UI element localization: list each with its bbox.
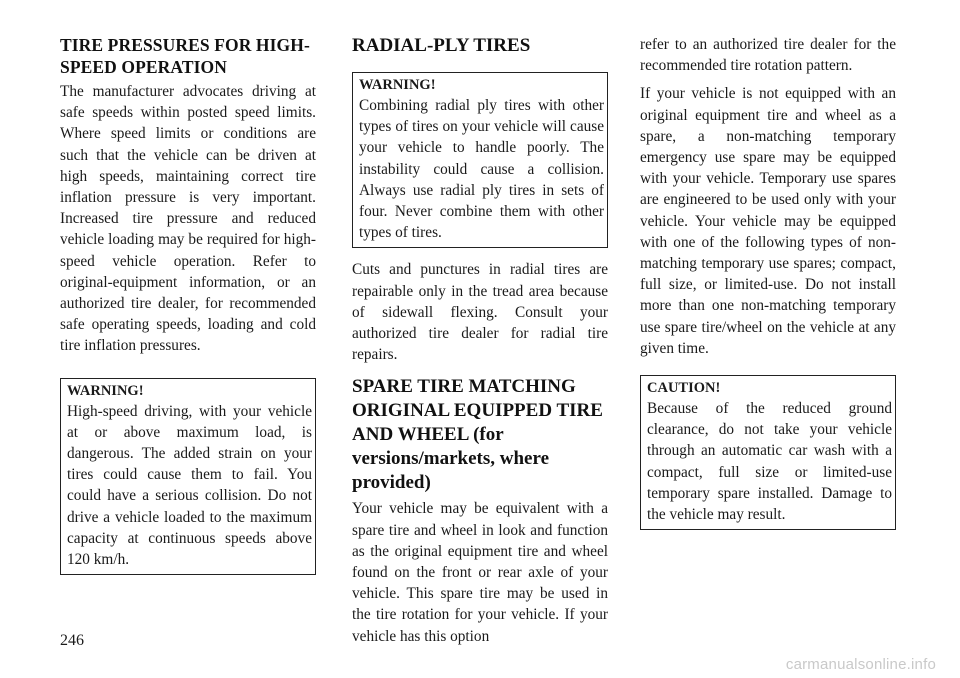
watermark: carmanualsonline.info [785, 656, 936, 673]
warning-box-radial-ply [352, 72, 608, 248]
page-number: 246 [60, 632, 84, 649]
section-heading-radial-ply: RADIAL-PLY TIRES [352, 35, 531, 56]
caution-box [640, 375, 896, 530]
warning-title: WARNING! [359, 77, 436, 93]
warning-box-high-speed [60, 378, 316, 576]
warning-title: WARNING! [67, 382, 144, 399]
caution-title: CAUTION! [647, 380, 721, 397]
warning-text: High-speed driving, with your vehicle at or above maximum load, is dangerous. The added strain on your tires could cause them to fail. You could have a serious collision. Do not drive a vehicle loaded to the maximum capacity at continuous speeds above 120 km/h. [67, 402, 312, 569]
caution-text: Because of the reduced ground clearance, do not take your vehicle through an automatic car wash with a compact, full size or limited-use temporary spare installed. Damage to the vehicle may result. [647, 400, 892, 524]
column-1 [60, 34, 316, 575]
temporary-spare-paragraph: If your vehicle is not equipped with an original equipment tire and wheel as a spare, a non-matching temporary emergency use spare may be equipped with your vehicle. Temporary use spares are engineered to be used only with your vehicle. Your vehicle may be equipped with one of the following types of non-matching temporary use spares; compact, full size, or limited-use. Do not install more than one non-matching temporary use spare tire/wheel on the vehicle at any given time. [640, 85, 896, 357]
column-2 [352, 34, 608, 647]
rotation-paragraph: refer to an authorized tire dealer for the recommended tire rotation pattern. [640, 36, 896, 75]
section-heading-high-speed: TIRE PRESSURES FOR HIGH-SPEED OPERATION [60, 35, 310, 77]
warning-text: Combining radial ply tires with other types of tires on your vehicle will cause your vehicle to handle poorly. The instability could cause a collision. Always use radial ply tires in sets of four. Never combine them with other types of tires. [359, 97, 604, 242]
spare-tire-paragraph: Your vehicle may be equivalent with a spare tire and wheel in look and function as the original equipment tire and wheel found on the front or rear axle of your vehicle. This spare tire may be used in the tire rotation for your vehicle. If your vehicle has this option [352, 500, 608, 645]
column-3 [640, 34, 896, 530]
section-heading-spare-tire: SPARE TIRE MATCHING ORIGINAL EQUIPPED TIRE AND WHEEL (for versions/markets, where provided) [352, 376, 603, 494]
high-speed-paragraph: The manufacturer advocates driving at safe speeds within posted speed limits. Where speed limits or conditions are such that the vehicle can be driven at high speeds, maintaining correct tire inflation pressure is very important. Increased tire pressure and reduced vehicle loading may be required for high-speed vehicle operation. Refer to original-equipment information, or an authorized tire dealer, for recommended safe operating speeds, loading and cold tire inflation pressures. [60, 83, 316, 355]
radial-paragraph: Cuts and punctures in radial tires are repairable only in the tread area because of sidewall flexing. Consult your authorized tire dealer for radial tire repairs. [352, 261, 608, 364]
